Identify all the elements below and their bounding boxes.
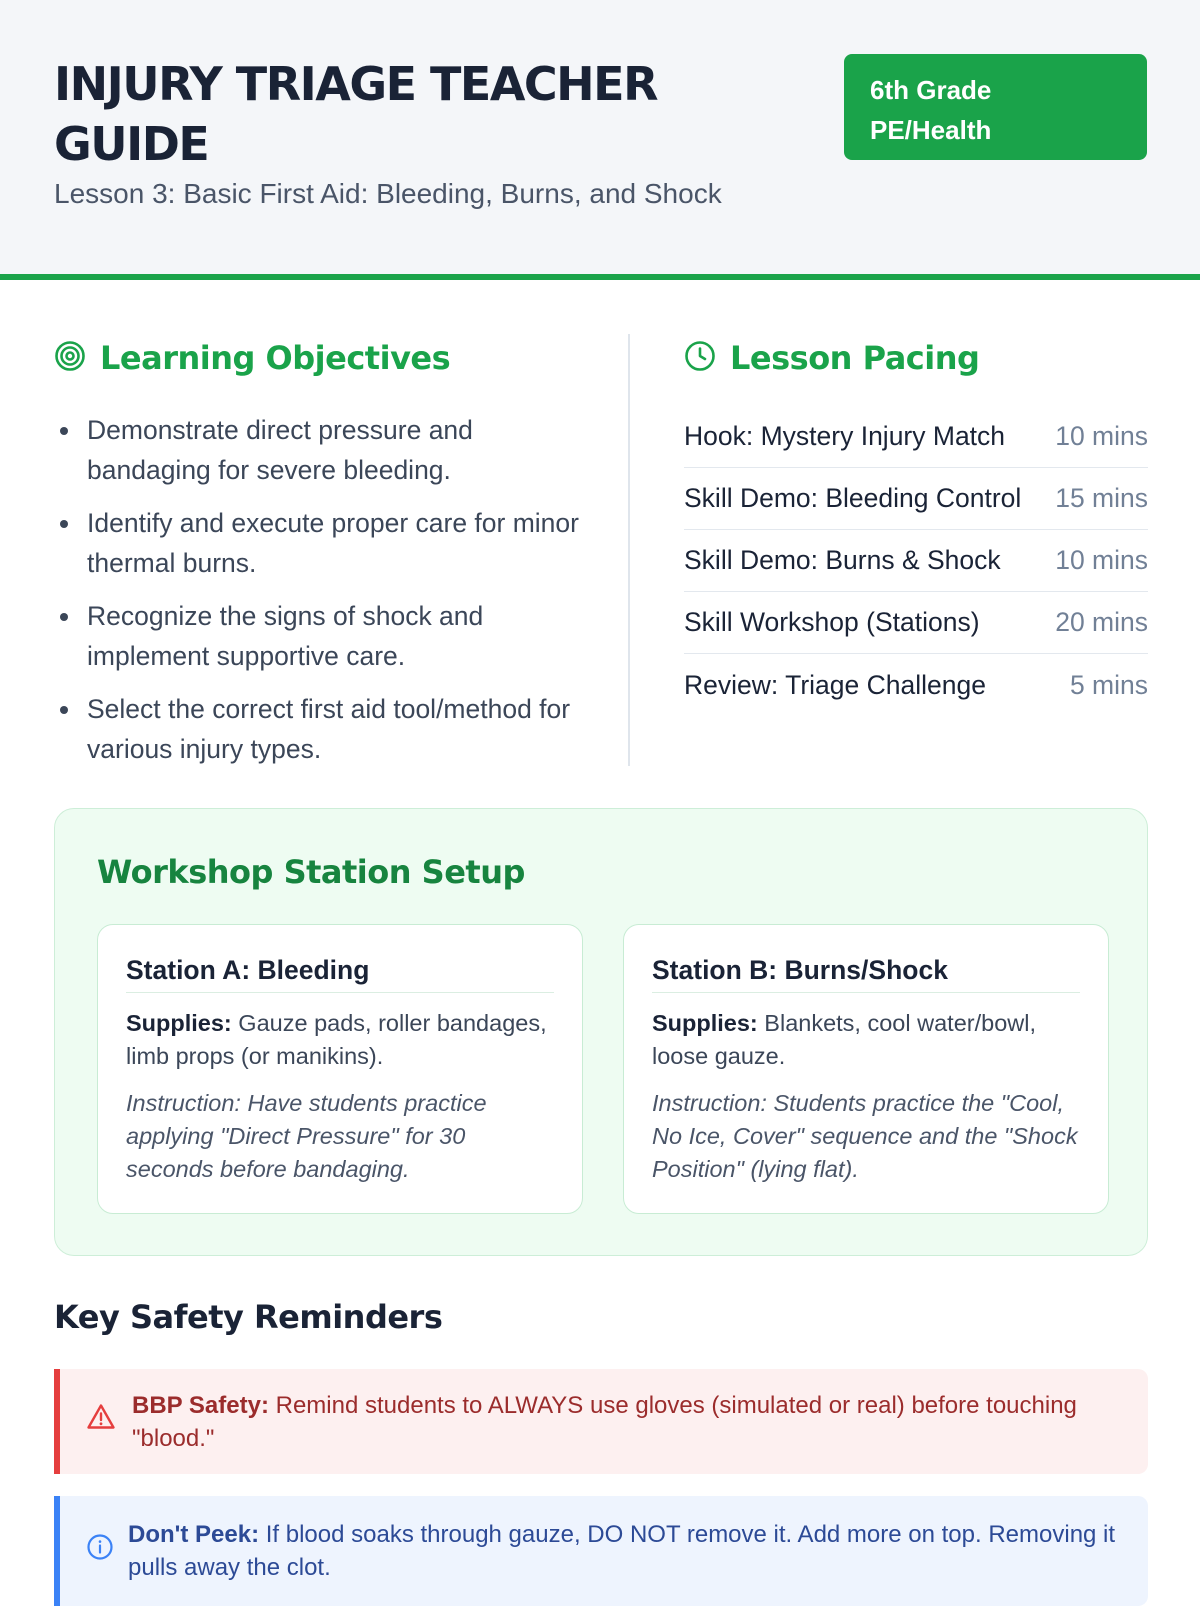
alert-body: Remind students to ALWAYS use gloves (simulated or real) before touching "blood.": [132, 1391, 1077, 1452]
objective-item: Select the correct first aid tool/method for various injury types.: [54, 689, 594, 769]
pacing-activity: Review: Triage Challenge: [684, 669, 986, 700]
clock-icon: [684, 340, 716, 377]
objective-item: Demonstrate direct pressure and bandaging for severe bleeding.: [54, 410, 594, 490]
station-title: Station A: Bleeding: [126, 955, 554, 993]
pacing-duration: 5 mins: [1069, 669, 1148, 700]
pacing-row: [684, 654, 1148, 716]
pacing-activity: Skill Demo: Burns & Shock: [684, 545, 1001, 575]
alert-label: Don't Peek:: [128, 1521, 260, 1548]
grade-badge-line2: PE/Health: [870, 115, 992, 145]
workshop-setup-panel: [54, 808, 1148, 1256]
pacing-row: [684, 406, 1148, 468]
lesson-pacing-section: [684, 336, 1148, 716]
alert-text: [132, 1389, 1118, 1455]
safety-title: Key Safety Reminders: [54, 1298, 443, 1336]
station-instruction: Instruction: Have students practice applying "Direct Pressure" for 30 seconds before bandaging.: [126, 1090, 487, 1182]
alert-text: [128, 1518, 1118, 1584]
target-icon: [54, 340, 86, 377]
pacing-duration: 10 mins: [1055, 421, 1148, 451]
alert-label: BBP Safety:: [132, 1391, 269, 1419]
station-card-b: [623, 924, 1109, 1214]
supplies-label: Supplies:: [126, 1010, 232, 1036]
station-card-a: [97, 924, 583, 1214]
pacing-row: [684, 468, 1148, 530]
page-header: [0, 0, 1200, 280]
pacing-activity: Hook: Mystery Injury Match: [684, 421, 1006, 451]
pacing-duration: 20 mins: [1055, 607, 1148, 637]
supplies-text: Blankets, cool water/bowl, loose gauze.: [652, 1010, 1036, 1069]
station-supplies: [126, 1007, 554, 1073]
pacing-row: [684, 530, 1148, 592]
pacing-heading: [684, 336, 1148, 380]
objective-item: Recognize the signs of shock and implement supportive care.: [54, 596, 594, 676]
pacing-activity: Skill Demo: Bleeding Control: [684, 483, 1022, 513]
alert-dont-peek: [54, 1496, 1148, 1606]
objectives-list: [54, 410, 594, 769]
supplies-label: Supplies:: [652, 1010, 758, 1036]
supplies-text: Gauze pads, roller bandages, limb props (or manikins).: [126, 1010, 547, 1069]
pacing-duration: 10 mins: [1055, 545, 1148, 575]
pacing-duration: 15 mins: [1055, 483, 1148, 513]
pacing-activity: Skill Workshop (Stations): [684, 607, 980, 637]
alert-bbp-safety: [54, 1369, 1148, 1474]
info-circle-icon: [86, 1533, 114, 1570]
objectives-title: Learning Objectives: [100, 339, 451, 377]
station-instruction: Instruction: Students practice the "Cool, No Ice, Cover" sequence and the "Shock Position" (lying flat).: [652, 1090, 1078, 1182]
page-title: INJURY TRIAGE TEACHER GUIDE: [54, 57, 658, 171]
learning-objectives-section: [54, 336, 594, 782]
pacing-row: [684, 592, 1148, 654]
warning-triangle-icon: [86, 1402, 116, 1441]
station-title: Station B: Burns/Shock: [652, 955, 1080, 993]
station-supplies: [652, 1007, 1080, 1073]
lesson-subtitle: Lesson 3: Basic First Aid: Bleeding, Burns, and Shock: [54, 178, 722, 209]
column-divider: [628, 334, 630, 766]
pacing-title: Lesson Pacing: [730, 339, 980, 377]
objective-item: Identify and execute proper care for minor thermal burns.: [54, 503, 594, 583]
objectives-heading: [54, 336, 594, 380]
workshop-title: Workshop Station Setup: [97, 853, 525, 891]
pacing-table: [684, 406, 1148, 716]
alert-body: If blood soaks through gauze, DO NOT remove it. Add more on top. Removing it pulls away the clot.: [128, 1521, 1116, 1581]
grade-badge: [844, 54, 1147, 160]
grade-badge-line1: 6th Grade: [870, 75, 992, 105]
